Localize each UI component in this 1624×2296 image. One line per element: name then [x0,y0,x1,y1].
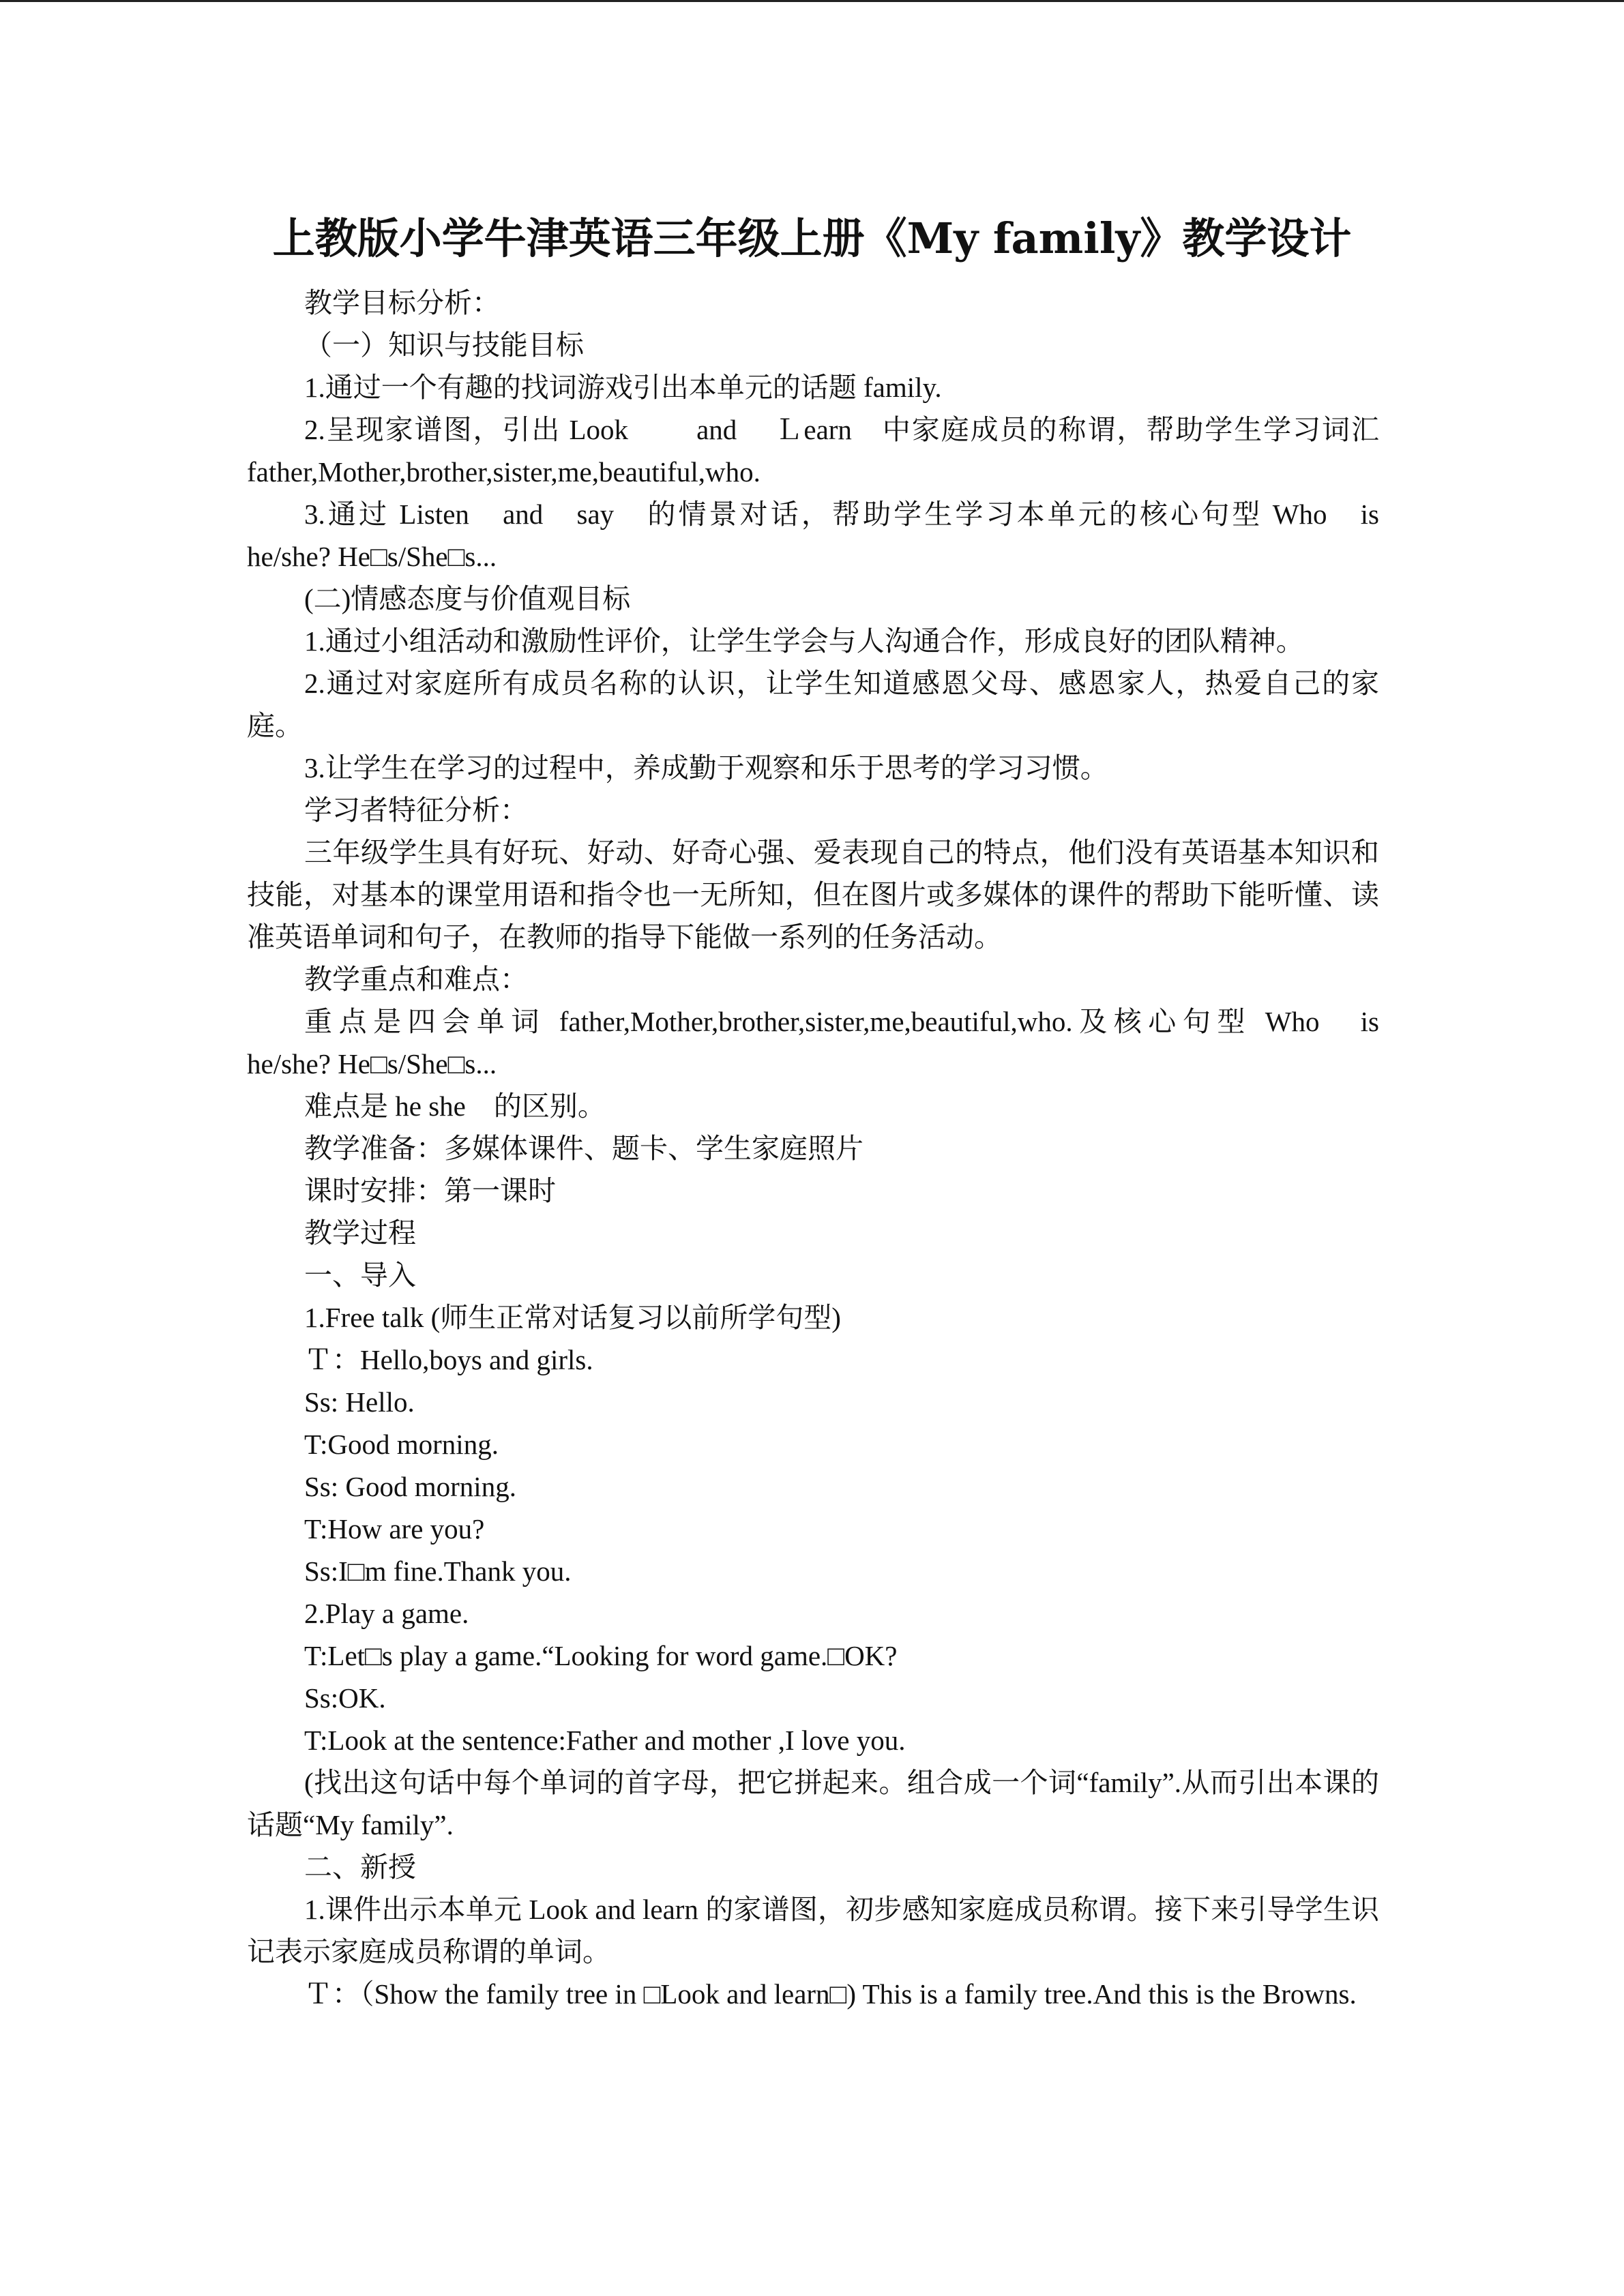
document-title: 上教版小学牛津英语三年级上册《My family》教学设计 [272,213,1352,263]
paragraph: 教学重点和难点： [304,964,528,995]
paragraph: 1.Free talk (师生正常对话复习以前所学句型) [304,1302,841,1333]
paragraph: (二)情感态度与价值观目标 [304,583,631,614]
paragraph: 2.呈现家谱图，引出 Look and Ｌearn 中家庭成员的称谓，帮助学生学习词汇 father,Mother,brother,sister,me,beautiful,who. [247,414,1379,488]
paragraph: T:How are you? [304,1513,485,1545]
paragraph: 教学准备：多媒体课件、题卡、学生家庭照片 [304,1133,863,1164]
paragraph: 3.通过 Listen and say 的情景对话，帮助学生学习本单元的核心句型 Who is he/she? He□s/She□s... [247,498,1407,572]
paragraph: T:Let□s play a game.“Looking for word game.□OK? [304,1640,898,1671]
document-body [247,282,1407,2015]
paragraph: 难点是 he she 的区别。 [304,1090,606,1122]
paragraph: （一）知识与技能目标 [304,329,584,361]
paragraph: Ｔ：（Show the family tree in □Look and learn□) This is a family tree.And this is the Browns. [304,1978,1357,2010]
paragraph: Ss:OK. [304,1682,386,1714]
paragraph: 三年级学生具有好玩、好动、好奇心强、爱表现自己的特点，他们没有英语基本知识和技能，对基本的课堂用语和指令也一无所知，但在图片或多媒体的课件的帮助下能听懂、读准英语单词和句子，在教师的指导下能做一系列的任务活动。 [247,837,1379,953]
paragraph: 一、导入 [304,1259,416,1291]
paragraph: 二、新授 [304,1851,416,1883]
paragraph: 3.让学生在学习的过程中，养成勤于观察和乐于思考的学习习惯。 [304,752,1108,784]
paragraph: 1.课件出示本单元 Look and learn 的家谱图，初步感知家庭成员称谓。接下来引导学生识记表示家庭成员称谓的单词。 [247,1894,1379,1967]
paragraph: (找出这句话中每个单词的首字母，把它拼起来。组合成一个词“family”.从而引出本课的话题“My family”. [247,1767,1379,1840]
paragraph: T:Good morning. [304,1429,499,1460]
paragraph: T:Look at the sentence:Father and mother ,I love you. [304,1725,906,1756]
paragraph: Ｔ：Hello,boys and girls. [304,1344,593,1375]
paragraph: 2.通过对家庭所有成员名称的认识，让学生知道感恩父母、感恩家人，热爱自己的家庭。 [247,668,1379,741]
paragraph: 教学目标分析： [304,287,500,318]
paragraph: Ss: Good morning. [304,1471,516,1502]
paragraph: 教学过程 [304,1217,416,1249]
paragraph: 2.Play a game. [304,1598,469,1629]
paragraph: 1.通过小组活动和激励性评价，让学生学会与人沟通合作，形成良好的团队精神。 [304,625,1304,657]
paragraph: 1.通过一个有趣的找词游戏引出本单元的话题 family. [304,372,942,403]
paragraph: Ss: Hello. [304,1386,415,1418]
paragraph: 重点是四会单词 father,Mother,brother,sister,me,beautiful,who.及核心句型 Who is he/she? He□s/She□s... [247,1006,1407,1079]
paragraph: Ss:I□m fine.Thank you. [304,1555,572,1587]
paragraph: 课时安排：第一课时 [304,1175,556,1206]
paragraph: 学习者特征分析： [304,794,528,826]
